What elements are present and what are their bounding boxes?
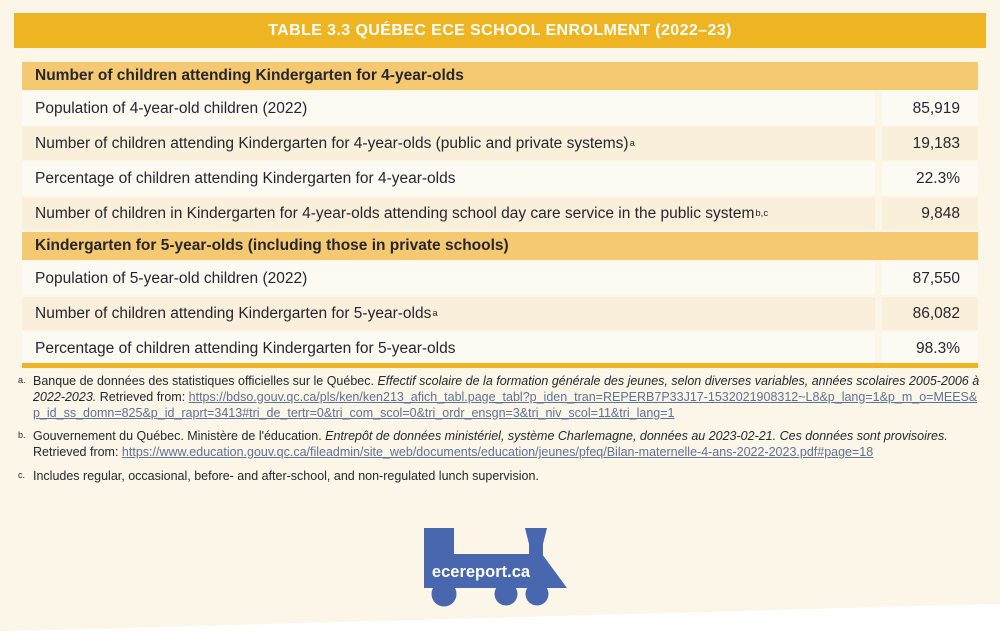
table-title-bar [14,13,986,48]
row-label [22,162,875,195]
table-row [22,262,978,295]
row-label-text: Number of children in Kindergarten for 4-year-olds attending school day care service in the public system [35,204,755,222]
row-label-text: Percentage of children attending Kindergarten for 4-year-olds [35,169,456,187]
footnote [18,469,980,485]
row-value: 19,183 [882,127,978,160]
row-label: Number of children attending Kindergarten for 4-year-olds (public and private systems) a [22,127,875,160]
table-row [22,92,978,125]
row-label-text: Population of 5-year-old children (2022) [35,269,308,287]
table-row [22,297,978,330]
row-value: 9,848 [882,197,978,230]
row-label-text: Number of children attending Kindergarten for 5-year-olds [35,304,432,322]
footnote-marker: b. [18,430,26,441]
row-value: 87,550 [882,262,978,295]
row-value: 86,082 [882,297,978,330]
footnote-source-title: Effectif scolaire de la formation générale des jeunes, selon diverses variables, années scolaires 2005-2006 à 2022-2023. [33,374,980,404]
row-label-text: Percentage of children attending Kindergarten for 5-year-olds [35,339,456,357]
enrolment-table [22,62,978,365]
row-value: 22.3% [882,162,978,195]
row-value: 98.3% [882,332,978,365]
footnote-segment: Banque de données des statistiques officielles sur le Québec. [33,374,378,388]
footnote-link[interactable]: https://www.education.gouv.qc.ca/fileadmin/site_web/documents/education/jeunes/pfeq/Bilan-maternelle-4-ans-2022-2023.pdf#page=18 [121,445,874,459]
footnote-text [33,429,980,461]
footnote [18,429,980,461]
row-label [22,262,875,295]
table-row [22,127,978,160]
table-title: TABLE 3.3 QUÉBEC ECE SCHOOL ENROLMENT (2022–23) [268,21,732,39]
ecereport-logo [0,528,1000,610]
row-label: Number of children attending Kindergarten for 5-year-olds a [22,297,875,330]
table-bottom-rule [22,363,978,368]
footnote-marker: c. [18,469,26,480]
table-row [22,197,978,230]
logo-text: ecereport.ca [431,563,531,581]
footnote-segment: Retrieved from: [33,445,122,459]
footnote-link[interactable]: https://bdso.gouv.qc.ca/pls/ken/ken213_afich_tabl.page_tabl?p_iden_tran=REPERB7P33J17-1532021908312~L8&p_lang=1&p_m_o=MEES&p_id_ss_domn=825&p_id_raprt=3413#tri_de_tertr=0&tri_com_scol=0&tri_ordr_ensgn=3&tri_niv_scol=11&tri_lang=1 [33,389,978,420]
row-label-text: Population of 4-year-old children (2022) [35,99,308,117]
row-label-text: Number of children attending Kindergarten for 4-year-olds (public and private systems) [35,134,629,152]
footnote-segment: Retrieved from: [96,389,189,404]
footnote-segment: Gouvernement du Québec. Ministère de l'éducation. [33,429,326,444]
footnote-marker: a. [18,375,26,385]
row-label [22,92,875,125]
footnote-text [33,374,980,421]
footnotes [18,374,980,493]
row-value: 85,919 [882,92,978,125]
table-row [22,162,978,195]
row-label: Number of children in Kindergarten for 4-year-olds attending school day care service in the public system b,c [22,197,875,230]
footnote-text [33,469,980,485]
section-header: Number of children attending Kindergarten for 4-year-olds [22,62,978,90]
section-header: Kindergarten for 5-year-olds (including those in private schools) [22,232,978,260]
table-row [22,332,978,365]
footnote-segment: Includes regular, occasional, before- and after-school, and non-regulated lunch supervision. [33,468,539,483]
footnote [18,374,980,421]
train-icon [424,528,576,610]
row-label [22,332,875,365]
footnote-source-title: Entrepôt de données ministériel, système Charlemagne, données au 2023-02-21. Ces données sont provisoires. [325,429,948,444]
